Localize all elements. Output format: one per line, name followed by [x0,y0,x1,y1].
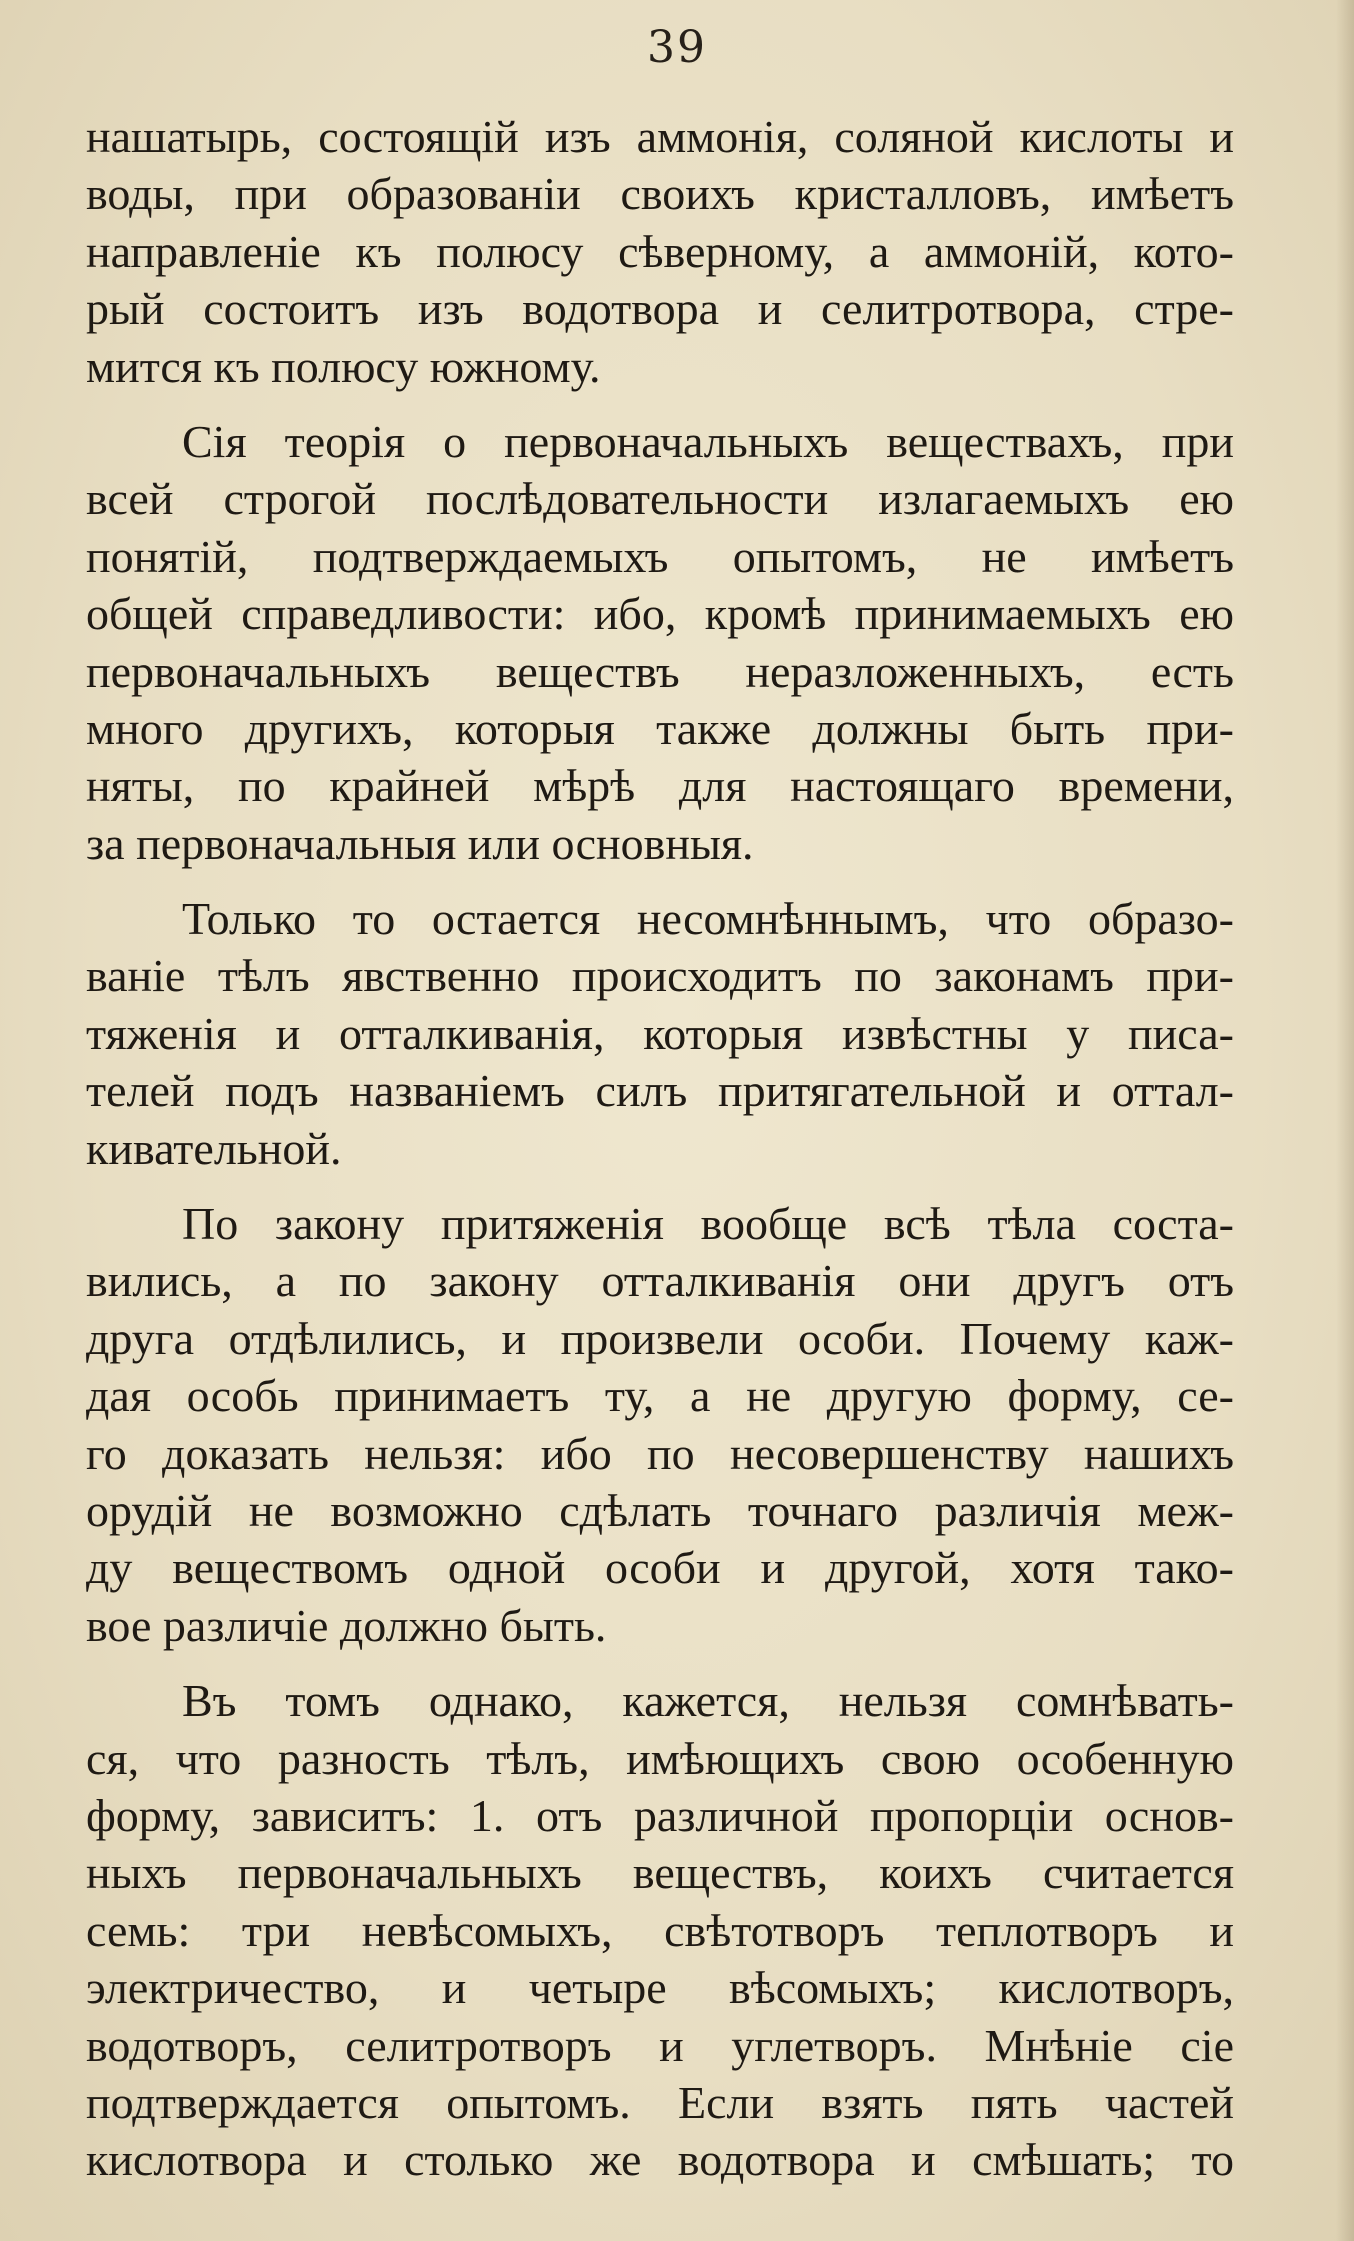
page-edge-shadow [1336,0,1354,2241]
paragraph-2 [86,413,1234,872]
text-line: первоначальныхъ веществъ неразложенныхъ, есть [86,645,1234,697]
text-line: мится къ полюсу южному. [86,340,601,392]
text-line: орудій не возможно сдѣлать точнаго различія меж- [86,1484,1234,1536]
paragraph-3 [86,890,1234,1177]
text-line: ся, что разность тѣлъ, имѣющихъ свою особенную [86,1732,1234,1784]
text-line: Только то остается несомнѣннымъ, что образо- [182,893,1234,945]
page-text [86,108,1234,2189]
text-line: нашатырь, состоящій изъ аммонія, соляной кислоты и [86,111,1234,162]
text-line: кивательной. [86,1122,342,1174]
text-line: телей подъ названіемъ силъ притягательной и оттал- [86,1065,1234,1117]
text-line: вое различіе должно быть. [86,1599,607,1651]
text-line: ду веществомъ одной особи и другой, хотя тако- [86,1542,1234,1594]
text-line: рый состоитъ изъ водотвора и селитротвора, стре- [86,283,1234,335]
text-line: кислотвора и столько же водотвора и смѣшать; то [86,2134,1234,2186]
text-line: друга отдѣлились, и произвели особи. Почему каж- [86,1312,1234,1364]
text-line: дая особь принимаетъ ту, а не другую форму, се- [86,1370,1234,1422]
text-line: подтверждается опытомъ. Если взять пять частей [86,2076,1234,2128]
text-line: за первоначальныя или основныя. [86,817,754,869]
text-line: всей строгой послѣдовательности излагаемыхъ ею [86,473,1234,525]
text-line: направленіе къ полюсу сѣверному, а аммоній, кото- [86,225,1234,277]
text-line: вились, а по закону отталкиванія они другъ отъ [86,1255,1234,1307]
text-line: электричество, и четыре вѣсомыхъ; кислотворъ, [86,1962,1234,2014]
text-line: понятій, подтверждаемыхъ опытомъ, не имѣетъ [86,530,1234,582]
text-line: ваніе тѣлъ явственно происходитъ по законамъ при- [86,950,1234,1002]
text-line: По закону притяженія вообще всѣ тѣла соста- [182,1198,1234,1250]
paragraph-4 [86,1195,1234,1654]
text-line: ныхъ первоначальныхъ веществъ, коихъ считается [86,1847,1234,1899]
page-number: 39 [647,22,707,73]
text-line: Въ томъ однако, кажется, нельзя сомнѣвать- [182,1675,1234,1727]
text-line: общей справедливости: ибо, кромѣ принимаемыхъ ею [86,588,1234,640]
text-line: семь: три невѣсомыхъ, свѣтотворъ теплотворъ и [86,1904,1234,1956]
text-line: воды, при образованіи своихъ кристалловъ, имѣетъ [86,168,1234,220]
text-line: много другихъ, которыя также должны быть при- [86,702,1234,754]
text-line: няты, по крайней мѣрѣ для настоящаго времени, [86,760,1234,812]
text-line: тяженія и отталкиванія, которыя извѣстны у писа- [86,1007,1234,1059]
paragraph-5 [86,1672,1234,2189]
text-line: форму, зависитъ: 1. отъ различной пропорціи основ- [86,1789,1234,1841]
paragraph-1 [86,108,1234,395]
text-line: водотворъ, селитротворъ и углетворъ. Мнѣніе сіе [86,2019,1234,2071]
text-line: Сія теорія о первоначальныхъ веществахъ, при [182,415,1234,467]
text-line: го доказать нельзя: ибо по несовершенству нашихъ [86,1427,1234,1479]
